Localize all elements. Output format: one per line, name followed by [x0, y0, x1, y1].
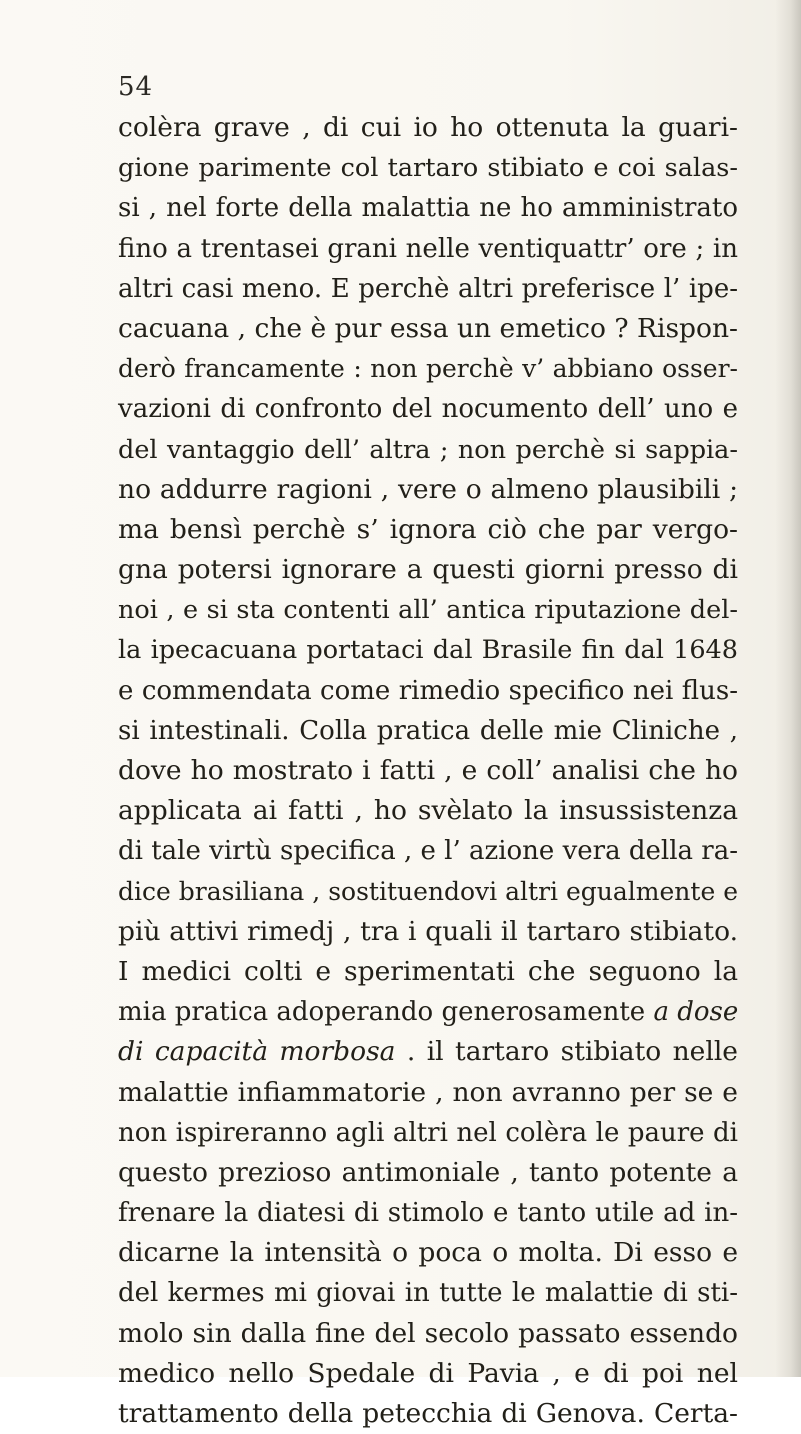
text-segment: altri casi meno. E perchè altri preferisce l’ ipe-	[118, 273, 738, 304]
text-line	[118, 1233, 738, 1273]
text-line	[118, 872, 738, 912]
text-segment: applicata ai fatti , ho svèlato la insussistenza	[118, 795, 738, 827]
italic-text: a dose	[653, 997, 739, 1028]
text-line	[118, 108, 738, 148]
text-segment: trattamento della petecchia di Genova. Certa-	[118, 1398, 738, 1429]
text-line	[118, 1032, 738, 1072]
text-segment: fino a trentasei grani nelle ventiquattr’ ore ; in	[118, 233, 738, 264]
text-segment: . il tartaro stibiato nelle	[395, 1036, 738, 1068]
text-line	[118, 1073, 738, 1113]
text-segment: del kermes mi giovai in tutte le malattie di sti-	[118, 1278, 738, 1309]
text-segment: noi , e si sta contenti all’ antica riputazione del-	[118, 595, 738, 626]
text-segment: I medici colti e sperimentati che seguono la	[118, 955, 738, 987]
text-line	[118, 1193, 738, 1233]
text-segment: più attivi rimedj , tra i quali il tartaro stibiato.	[118, 915, 738, 947]
text-line	[118, 309, 738, 349]
text-line	[118, 711, 738, 751]
text-segment: vazioni di confronto del nocumento dell’ uno e	[118, 394, 738, 425]
italic-text: di capacità morbosa	[118, 1036, 396, 1068]
text-segment: dove ho mostrato i fatti , e coll’ analisi che ho	[118, 755, 738, 786]
text-segment: dice brasiliana , sostituendovi altri egualmente e	[118, 876, 738, 906]
text-line	[118, 1273, 738, 1313]
text-segment: gione parimente col tartaro stibiato e coi salas-	[118, 153, 738, 184]
page-number: 54	[118, 72, 154, 102]
text-segment: si , nel forte della malattia ne ho amministrato	[118, 193, 738, 224]
text-line	[118, 831, 738, 871]
text-segment: derò francamente : non perchè v’ abbiano osser-	[118, 354, 738, 384]
text-segment: no addurre ragioni , vere o almeno plausibili ;	[118, 473, 738, 505]
text-segment: frenare la diatesi di stimolo e tanto utile ad in-	[118, 1198, 738, 1229]
text-segment: la ipecacuana portataci dal Brasile fin dal 1648	[118, 635, 738, 666]
text-segment: dicarne la intensità o poca o molta. Di esso e	[118, 1237, 738, 1269]
text-line	[118, 510, 738, 550]
text-line	[118, 470, 738, 510]
text-segment: gna potersi ignorare a questi giorni presso di	[118, 554, 738, 586]
text-line	[118, 912, 738, 952]
text-segment: medico nello Spedale di Pavia , e di poi nel	[118, 1357, 738, 1389]
text-line	[118, 1394, 738, 1434]
text-line	[118, 791, 738, 831]
text-line	[118, 1354, 738, 1394]
body-text	[118, 108, 738, 1434]
text-segment: non ispireranno agli altri nel colèra le paure di	[118, 1117, 738, 1148]
text-line	[118, 1314, 738, 1354]
text-segment: si intestinali. Colla pratica delle mie Cliniche ,	[118, 715, 738, 746]
text-line	[118, 952, 738, 992]
text-segment: questo prezioso antimoniale , tanto potente a	[118, 1156, 738, 1188]
text-segment: colèra grave , di cui io ho ottenuta la guari-	[118, 112, 738, 143]
text-line	[118, 671, 738, 711]
text-line	[118, 630, 738, 670]
text-line	[118, 389, 738, 429]
text-segment: malattie infiammatorie , non avranno per se e	[118, 1076, 738, 1108]
text-segment: mia pratica adoperando generosamente	[118, 997, 654, 1028]
text-line	[118, 269, 738, 309]
text-line	[118, 430, 738, 470]
text-segment: cacuana , che è pur essa un emetico ? Rispon-	[118, 312, 738, 344]
text-line	[118, 992, 738, 1032]
text-segment: di tale virtù specifica , e l’ azione vera della ra-	[118, 836, 738, 867]
text-line	[118, 1113, 738, 1153]
text-segment: del vantaggio dell’ altra ; non perchè si sappia-	[118, 434, 738, 465]
page-edge-shadow	[775, 0, 801, 1377]
text-segment: e commendata come rimedio specifico nei flus-	[118, 675, 738, 706]
text-segment: ma bensì perchè s’ ignora ciò che par vergo-	[118, 513, 738, 545]
text-line	[118, 148, 738, 188]
text-line	[118, 349, 738, 389]
text-line	[118, 590, 738, 630]
text-line	[118, 550, 738, 590]
text-line	[118, 1153, 738, 1193]
text-line	[118, 188, 738, 228]
text-line	[118, 229, 738, 269]
text-line	[118, 751, 738, 791]
text-segment: molo sin dalla fine del secolo passato essendo	[118, 1317, 738, 1349]
